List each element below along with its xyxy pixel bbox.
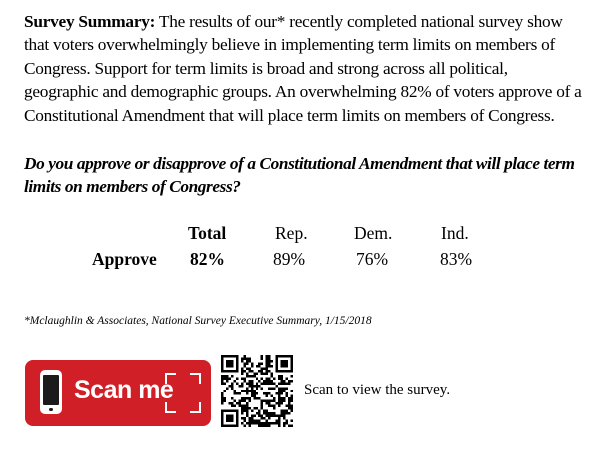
value-dem: 76%	[356, 249, 389, 269]
value-ind: 83%	[440, 249, 473, 269]
column-header-ind: Ind.	[441, 223, 469, 243]
row-label-approve: Approve	[92, 249, 157, 269]
scan-instruction: Scan to view the survey.	[304, 382, 451, 398]
survey-summary-label: Survey Summary:	[24, 12, 156, 31]
survey-summary	[24, 10, 584, 127]
survey-question: Do you approve or disapprove of a Constitutional Amendment that will place term limits on members of Congress?	[24, 154, 575, 197]
scan-frame-icon	[165, 373, 201, 413]
source-footnote: *Mclaughlin & Associates, National Survey Executive Summary, 1/15/2018	[24, 315, 372, 327]
column-header-total: Total	[188, 223, 227, 243]
scan-me-button[interactable]	[25, 360, 211, 426]
value-rep: 89%	[273, 249, 306, 269]
qr-code-icon[interactable]	[221, 355, 293, 427]
value-total: 82%	[190, 249, 225, 269]
survey-summary-text: The results of our* recently completed national survey show that voters overwhelmingly believe in implementing term limits on members of Congress. Support for term limits is broad and strong across all political, geographic and demographic groups. An overwhelming 82% of voters approve of a Constitutional Amendment that will place term limits on members of Congress.	[24, 12, 582, 125]
column-header-rep: Rep.	[275, 223, 308, 243]
column-header-dem: Dem.	[354, 223, 393, 243]
phone-icon	[40, 370, 62, 414]
results-table	[0, 223, 600, 273]
scan-me-label: Scan me	[74, 376, 174, 404]
